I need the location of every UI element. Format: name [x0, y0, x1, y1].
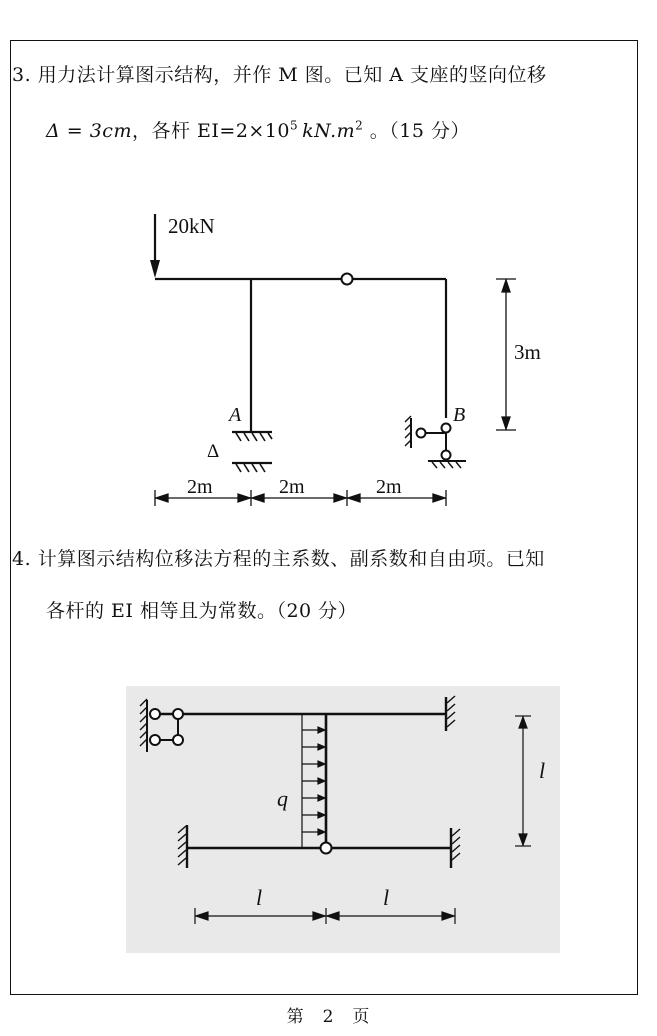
problem3-score: 。（15 分）	[363, 120, 471, 142]
ei-unit-exponent: 2	[355, 118, 364, 133]
span-label-2: 2m	[279, 476, 305, 498]
span-label-l-2: l	[383, 885, 390, 910]
span-label-l-1: l	[256, 885, 263, 910]
ei-prefix: ，各杆 EI=	[131, 120, 236, 142]
span-label-1: 2m	[187, 476, 213, 498]
height-label-l: l	[539, 758, 546, 783]
ei-exponent: 5	[290, 118, 299, 133]
delta-value: Δ = 3cm	[46, 120, 132, 142]
height-label: 3m	[514, 340, 541, 364]
label-a: A	[229, 404, 242, 426]
problem4-number: 4.	[12, 548, 32, 570]
scanned-figure-background	[126, 686, 560, 953]
load-label-q: q	[277, 786, 288, 811]
page-number: 第 2 页	[286, 1007, 371, 1027]
load-label: 20kN	[168, 214, 215, 238]
span-label-3: 2m	[376, 476, 402, 498]
problem3-number: 3.	[12, 64, 32, 86]
problem4-statement: 计算图示结构位移法方程的主系数、副系数和自由项。已知	[37, 548, 545, 570]
label-delta: Δ	[207, 441, 220, 462]
problem4-statement-2: 各杆的 EI 相等且为常数。（20 分）	[46, 600, 358, 622]
label-b: B	[453, 404, 466, 426]
problem3-statement: 用力法计算图示结构，并作 M 图。已知 A 支座的竖向位移	[37, 64, 547, 86]
ei-value: 2×10	[235, 120, 290, 142]
hinge-icon	[321, 843, 332, 854]
ei-unit: kN.m	[302, 120, 356, 142]
